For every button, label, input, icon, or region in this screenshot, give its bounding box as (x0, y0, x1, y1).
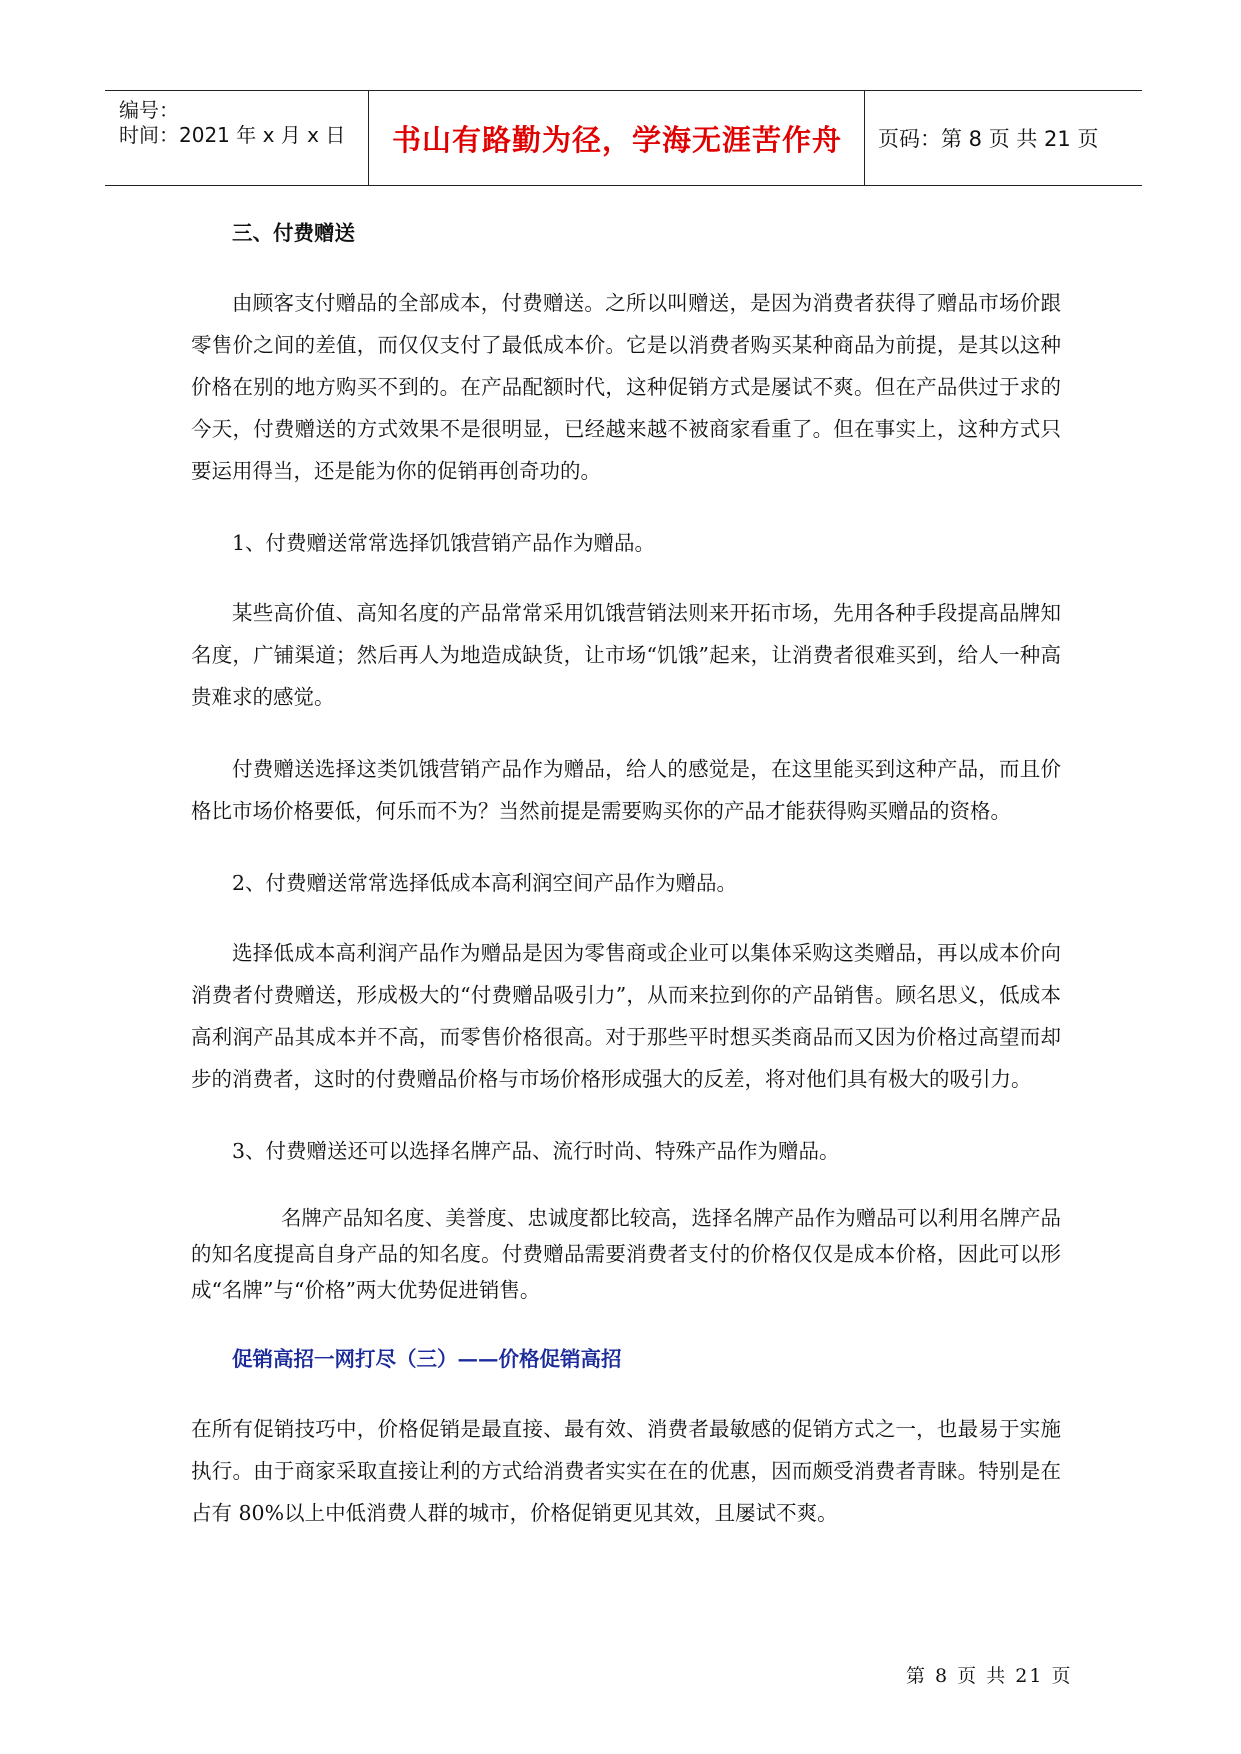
paragraph: 选择低成本高利润产品作为赠品是因为零售商或企业可以集体采购这类赠品，再以成本价向消费者付费赠送，形成极大的“付费赠品吸引力”，从而来拉到你的产品销售。顾名思义，低成本高利润产品其成本并不高，而零售价格很高。对于那些平时想买类商品而又因为价格过高望而却步的消费者，这时的付费赠品价格与市场价格形成强大的反差，将对他们具有极大的吸引力。 (191, 941, 1061, 1091)
motto: 书山有路勤为径，学海无涯苦作舟 (391, 123, 842, 157)
header-info-cell (105, 91, 369, 185)
paragraph: 在所有促销技巧中，价格促销是最直接、最有效、消费者最敏感的促销方式之一，也最易于实施执行。由于商家采取直接让利的方式给消费者实实在在的优惠，因而颇受消费者青睐。特别是在占有 80%以上中低消费人群的城市，价格促销更见其效，且屡试不爽。 (191, 1417, 1061, 1525)
chapter-heading: 促销高招一网打尽（三）——价格促销高招 (232, 1347, 622, 1371)
list-item: 1、付费赠送常常选择饥饿营销产品作为赠品。 (232, 531, 656, 555)
paragraph: 由顾客支付赠品的全部成本，付费赠送。之所以叫赠送，是因为消费者获得了赠品市场价跟零售价之间的差值，而仅仅支付了最低成本价。它是以消费者购买某种商品为前提，是其以这种价格在别的地方购买不到的。在产品配额时代，这种促销方式是屡试不爽。但在产品供过于求的今天，付费赠送的方式效果不是很明显，已经越来越不被商家看重了。但在事实上，这种方式只要运用得当，还是能为你的促销再创奇功的。 (191, 291, 1061, 483)
paragraph: 付费赠送选择这类饥饿营销产品作为赠品，给人的感觉是，在这里能买到这种产品，而且价格比市场价格要低，何乐而不为？当然前提是需要购买你的产品才能获得购买赠品的资格。 (191, 757, 1061, 823)
footer-page-number: 第 8 页 共 21 页 (906, 1665, 1073, 1687)
header-page-cell (866, 91, 1142, 185)
paragraph: 某些高价值、高知名度的产品常常采用饥饿营销法则来开拓市场，先用各种手段提高品牌知名度，广铺渠道；然后再人为地造成缺货，让市场“饥饿”起来，让消费者很难买到，给人一种高贵难求的感觉。 (191, 601, 1061, 709)
document-number: 编号： (119, 98, 179, 122)
list-item: 3、付费赠送还可以选择名牌产品、流行时尚、特殊产品作为赠品。 (232, 1139, 840, 1163)
paragraph: 名牌产品知名度、美誉度、忠诚度都比较高，选择名牌产品作为赠品可以利用名牌产品的知名度提高自身产品的知名度。付费赠品需要消费者支付的价格仅仅是成本价格，因此可以形成“名牌”与“价格”两大优势促进销售。 (191, 1206, 1061, 1302)
list-item: 2、付费赠送常常选择低成本高利润空间产品作为赠品。 (232, 871, 738, 895)
section-heading: 三、付费赠送 (232, 221, 355, 245)
header-page-number: 页码：第 8 页 共 21 页 (878, 127, 1099, 151)
header-table (105, 90, 1142, 186)
header-motto-cell (370, 91, 865, 185)
document-time: 时间：2021 年 x 月 x 日 (119, 123, 346, 147)
document-body (191, 212, 1061, 1564)
